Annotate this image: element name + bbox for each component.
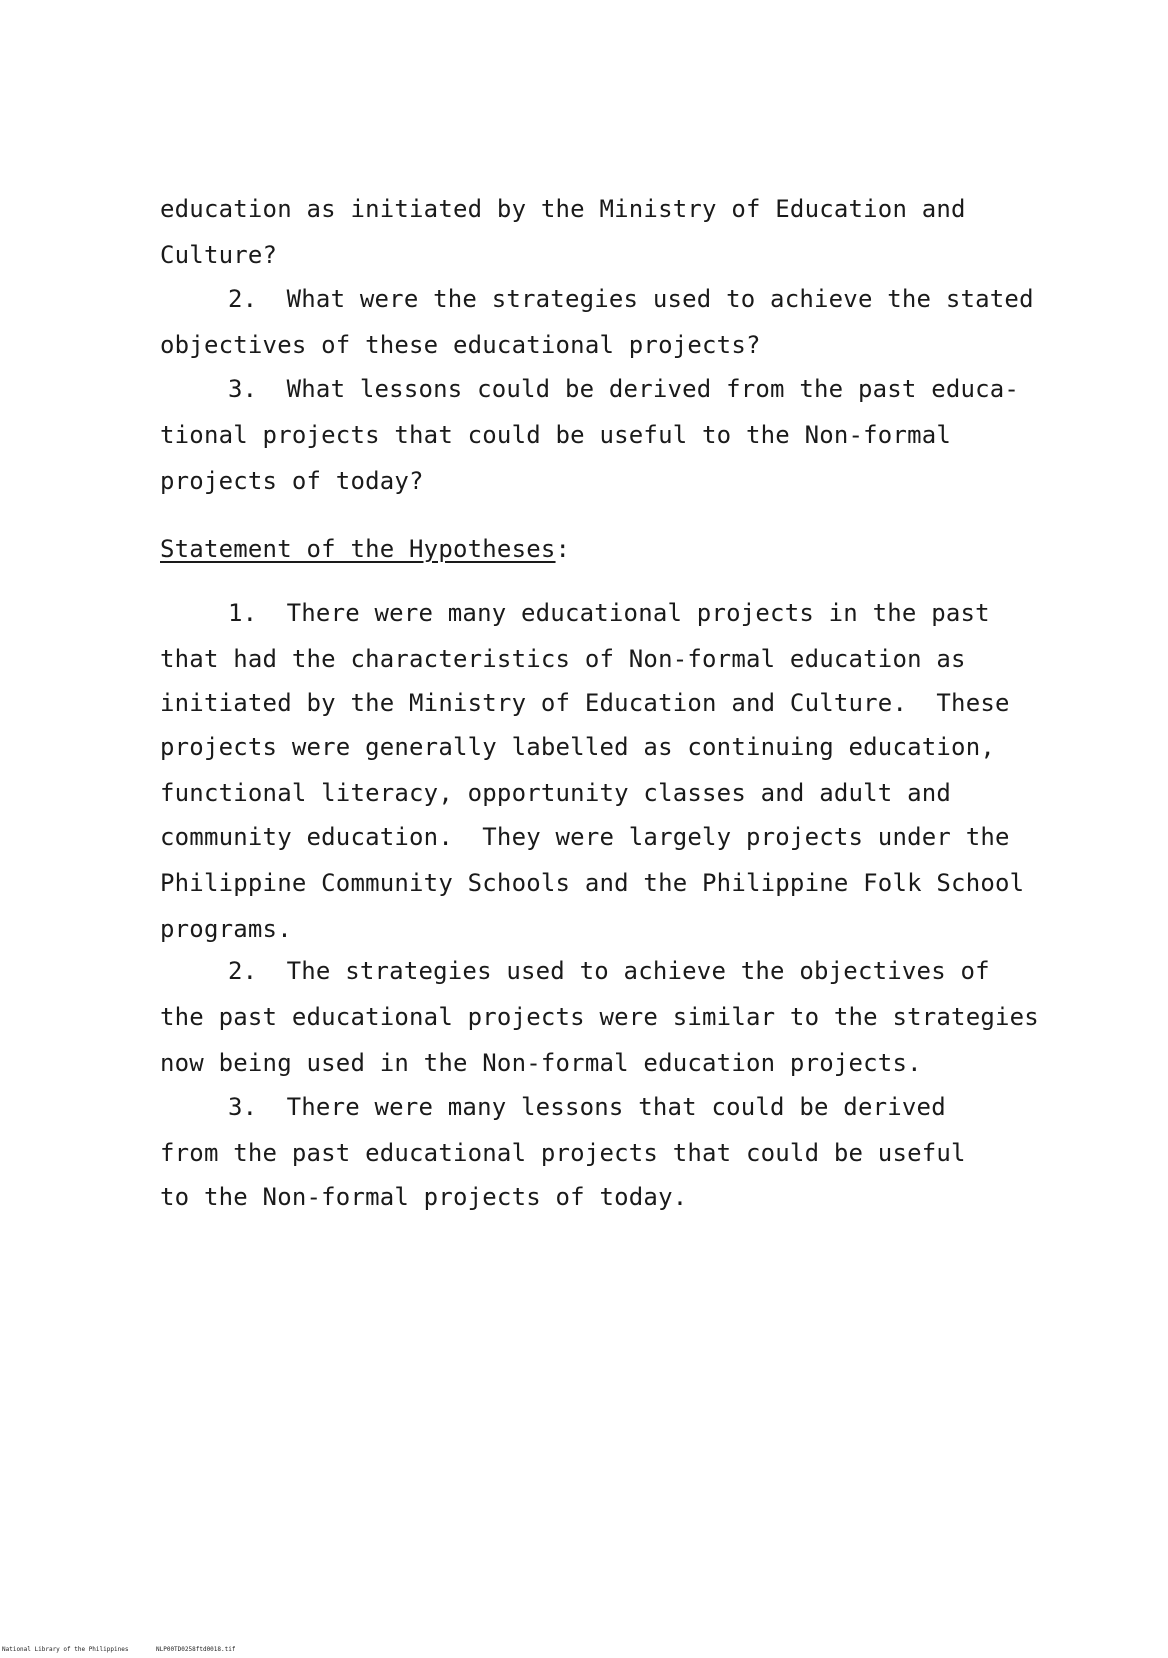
hypothesis2-line1: The strategies used to achieve the objectives of	[286, 957, 990, 985]
question3-first-line	[228, 374, 1019, 404]
hypothesis2-line3: now being used in the Non-formal education projects.	[160, 1049, 922, 1077]
hypothesis3-line1: There were many lessons that could be derived	[286, 1093, 946, 1121]
hypothesis1-line3: initiated by the Ministry of Education and Culture. These	[160, 689, 1010, 717]
hypothesis1-line7: Philippine Community Schools and the Philippine Folk School	[160, 869, 1025, 897]
hypothesis2-number: 2.	[228, 957, 258, 985]
question2-first-line	[228, 284, 1034, 314]
hypothesis1-line6: community education. They were largely projects under the	[160, 823, 1010, 851]
question2-line1: What were the strategies used to achieve the stated	[286, 285, 1034, 313]
question2-line2: objectives of these educational projects?	[160, 331, 761, 359]
hypothesis1-line2: that had the characteristics of Non-formal education as	[160, 645, 966, 673]
footer-file-label: NLP00TD0258ftd0018.tif	[156, 1646, 236, 1653]
hypothesis2-line2: the past educational projects were similar to the strategies	[160, 1003, 1039, 1031]
hypothesis3-line2: from the past educational projects that could be useful	[160, 1139, 966, 1167]
question2-number: 2.	[228, 285, 258, 313]
question3-number: 3.	[228, 375, 258, 403]
footer-library-label: National Library of the Philippines	[2, 1646, 129, 1653]
question3-line3: projects of today?	[160, 467, 424, 495]
hypothesis2-first-line	[228, 956, 990, 986]
hypotheses-heading-line	[160, 534, 570, 564]
question1-continued-line2: Culture?	[160, 241, 278, 269]
hypotheses-heading: Statement of the Hypotheses	[160, 535, 556, 563]
question1-continued-line1: education as initiated by the Ministry of Education and	[160, 195, 966, 223]
hypothesis1-number: 1.	[228, 599, 258, 627]
hypothesis3-line3: to the Non-formal projects of today.	[160, 1183, 688, 1211]
question3-line2: tional projects that could be useful to the Non-formal	[160, 421, 952, 449]
hypothesis1-line5: functional literacy, opportunity classes and adult and	[160, 779, 952, 807]
hypothesis1-line8: programs.	[160, 915, 292, 943]
hypothesis1-line1: There were many educational projects in the past	[286, 599, 990, 627]
hypothesis3-number: 3.	[228, 1093, 258, 1121]
hypotheses-heading-colon: :	[555, 535, 571, 563]
question3-line1: What lessons could be derived from the past educa-	[286, 375, 1020, 403]
hypothesis1-line4: projects were generally labelled as continuing education,	[160, 733, 996, 761]
hypothesis3-first-line	[228, 1092, 946, 1122]
hypothesis1-first-line	[228, 598, 990, 628]
